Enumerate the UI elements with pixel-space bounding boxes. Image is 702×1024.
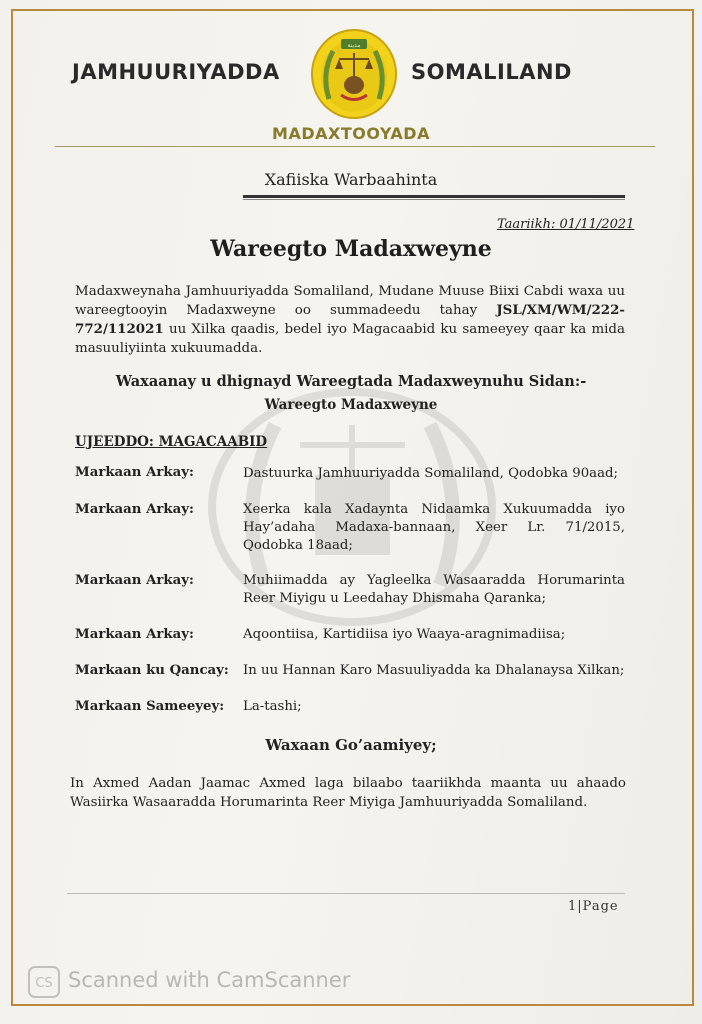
- intro-text-start: Madaxweynaha Jamhuuriyadda Somaliland, Mudane Muuse Biixi Cabdi waxa uu wareegtooyin Madaxweyne oo summadeedu tahay: [75, 284, 625, 318]
- camscanner-logo-icon: [28, 966, 60, 998]
- row-label: Markaan ku Qancay:: [75, 663, 229, 678]
- decree-intro-heading: Waxaanay u dhignayd Wareegtada Madaxweynuhu Sidan:-: [115, 373, 587, 390]
- header-right-title: SOMALILAND: [411, 60, 572, 84]
- row-value: Muhiimadda ay Yagleelka Wasaaradda Horumarinta Reer Miyigu u Leedahay Dhismaha Qaranka;: [243, 573, 625, 606]
- row-value: In uu Hannan Karo Masuuliyadda ka Dhalanaysa Xilkan;: [243, 663, 625, 678]
- decree-subheading: Wareegto Madaxweyne: [264, 397, 438, 413]
- decree-reference: JSL/XM/WM/222-772/112021: [75, 302, 625, 337]
- office-underline-thin: [243, 199, 625, 200]
- decision-paragraph: In Axmed Aadan Jaamac Axmed laga bilaabo taariikhda maanta uu ahaado Wasiirka Wasaaradda Horumarinta Reer Miyiga Jamhuuriyadda Somaliland.: [70, 776, 626, 810]
- coat-of-arms-icon: [311, 29, 397, 119]
- purpose-heading: UJEEDDO: MAGACAABID: [75, 434, 268, 450]
- row-label: Markaan Sameeyey:: [75, 699, 225, 714]
- row-label: Markaan Arkay:: [75, 465, 194, 480]
- camscanner-watermark: Scanned with CamScanner: [68, 968, 351, 992]
- page-number: 1|Page: [568, 899, 619, 914]
- row-value: La-tashi;: [243, 699, 302, 714]
- decision-heading: Waxaan Go’aamiyey;: [265, 736, 437, 754]
- intro-paragraph: [75, 282, 625, 358]
- header-left-title: JAMHUURIYADDA: [72, 60, 280, 84]
- page-title: Wareegto Madaxweyne: [210, 236, 492, 262]
- emblem-text: مدينة: [347, 42, 361, 49]
- office-name: Xafiiska Warbaahinta: [264, 170, 438, 189]
- intro-text-end: uu Xilka qaadis, bedel iyo Magacaabid ku sameeyey qaar ka mida masuuliyiinta xukuumadda.: [75, 322, 625, 356]
- footer-divider: [67, 893, 625, 894]
- camscanner-badge-text: CS: [35, 976, 53, 991]
- row-value: Aqoontiisa, Kartidiisa iyo Waaya-aragnimadiisa;: [243, 627, 566, 642]
- office-underline: [243, 195, 625, 198]
- header-divider: [55, 146, 655, 147]
- row-label: Markaan Arkay:: [75, 573, 194, 588]
- row-label: Markaan Arkay:: [75, 502, 194, 517]
- row-label: Markaan Arkay:: [75, 627, 194, 642]
- document-date: Taariikh: 01/11/2021: [497, 217, 635, 232]
- row-value: Dastuurka Jamhuuriyadda Somaliland, Qodobka 90aad;: [243, 466, 619, 481]
- presidency-subtitle: MADAXTOOYADA: [272, 124, 430, 143]
- row-value: Xeerka kala Xadaynta Nidaamka Xukuumadda iyo Hay’adaha Madaxa-bannaan, Xeer Lr. 71/2015, Qodobka 18aad;: [243, 502, 625, 553]
